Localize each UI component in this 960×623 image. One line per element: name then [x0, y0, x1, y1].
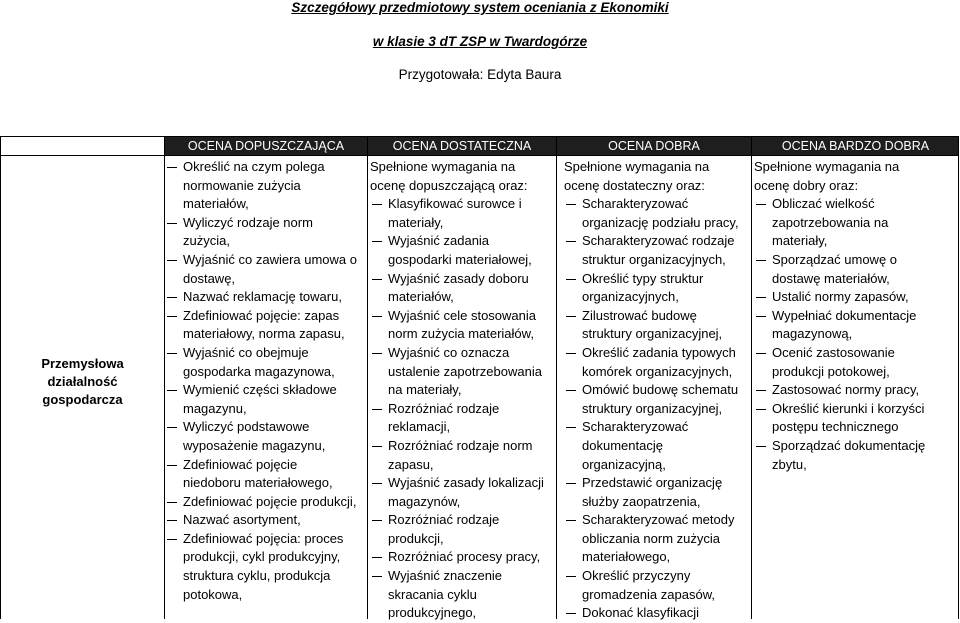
- dash-bullet-icon: [372, 204, 382, 205]
- dash-bullet-icon: [566, 204, 576, 205]
- dash-bullet-icon: [566, 427, 576, 428]
- requirement-line: [754, 232, 957, 251]
- requirement-line: [564, 177, 750, 196]
- requirement-item: [754, 251, 957, 270]
- requirement-line: [564, 363, 750, 382]
- dash-bullet-icon: [167, 390, 177, 391]
- dash-bullet-icon: [167, 539, 177, 540]
- column-header-dobra: OCENA DOBRA: [557, 137, 751, 155]
- requirement-text: norm zużycia materiałów,: [388, 326, 534, 342]
- requirement-item: [754, 400, 957, 419]
- dash-bullet-icon: [756, 409, 766, 410]
- dash-bullet-icon: [756, 297, 766, 298]
- requirement-text: zbytu,: [772, 456, 807, 472]
- requirement-text: Wyjaśnić znaczenie: [388, 568, 503, 584]
- requirement-line: [165, 548, 365, 567]
- dash-bullet-icon: [167, 520, 177, 521]
- dash-bullet-icon: [167, 316, 177, 317]
- requirement-item: [754, 288, 957, 307]
- requirement-line: [370, 363, 554, 382]
- requirement-item: [370, 400, 554, 419]
- column-divider: [556, 137, 557, 619]
- requirement-text: ocenę dopuszczającą oraz:: [370, 177, 528, 193]
- requirement-text: Wypełniać dokumentacje: [772, 307, 917, 323]
- requirement-text: ocenę dobry oraz:: [754, 177, 859, 193]
- requirement-text: Wyjaśnić co zawiera umowa o: [183, 251, 358, 267]
- requirement-item: [564, 195, 750, 214]
- requirement-line: [370, 251, 554, 270]
- dash-bullet-icon: [167, 223, 177, 224]
- requirement-item: [165, 251, 365, 270]
- requirement-text: normowanie zużycia: [183, 177, 301, 193]
- requirement-text: dostawę materiałów,: [772, 270, 890, 286]
- requirement-item: [165, 511, 365, 530]
- requirement-line: [564, 493, 750, 512]
- requirement-text: Spełnione wymagania na: [564, 159, 710, 174]
- requirement-text: Wymienić części składowe: [183, 382, 337, 398]
- requirement-text: produkcji potokowej,: [772, 363, 890, 379]
- requirement-item: [564, 270, 750, 289]
- dash-bullet-icon: [756, 446, 766, 447]
- requirement-text: produkcji,: [388, 530, 444, 546]
- requirement-line: [165, 270, 365, 289]
- requirement-text: magazynową,: [772, 326, 853, 342]
- requirement-text: Określić na czym polega: [183, 159, 325, 174]
- requirement-line: [370, 158, 554, 177]
- dash-bullet-icon: [566, 316, 576, 317]
- dash-bullet-icon: [372, 316, 382, 317]
- dash-bullet-icon: [566, 576, 576, 577]
- requirement-item: [370, 195, 554, 214]
- requirement-text: materiały,: [772, 233, 828, 249]
- dash-bullet-icon: [372, 520, 382, 521]
- requirement-item: [754, 195, 957, 214]
- dash-bullet-icon: [372, 576, 382, 577]
- requirement-text: na materiały,: [388, 382, 462, 398]
- requirement-text: struktury organizacyjnej,: [582, 400, 723, 416]
- requirement-text: struktura cyklu, produkcja: [183, 568, 331, 584]
- requirement-line: [165, 325, 365, 344]
- requirement-line: [370, 456, 554, 475]
- requirement-item: [165, 530, 365, 549]
- cell-dostateczna: [370, 158, 554, 623]
- requirement-text: Wyjaśnić cele stosowania: [388, 307, 537, 323]
- requirement-line: [165, 363, 365, 382]
- requirement-text: Scharakteryzować metody: [582, 512, 735, 528]
- cell-bardzo-dobra: [754, 158, 957, 474]
- dash-bullet-icon: [167, 260, 177, 261]
- requirement-item: [370, 567, 554, 586]
- requirement-text: służby zaopatrzenia,: [582, 493, 701, 509]
- requirement-line: [370, 214, 554, 233]
- row-label-line: działalność: [47, 374, 118, 389]
- requirement-text: Określić typy struktur: [582, 270, 704, 286]
- requirement-line: [754, 158, 957, 177]
- requirement-line: [564, 214, 750, 233]
- requirement-line: [370, 325, 554, 344]
- dash-bullet-icon: [167, 297, 177, 298]
- requirement-text: niedoboru materiałowego,: [183, 475, 333, 491]
- requirement-text: zapasu,: [388, 456, 434, 472]
- column-divider: [367, 137, 368, 619]
- column-header-bardzo-dobra: OCENA BARDZO DOBRA: [752, 137, 959, 155]
- requirement-text: gospodarki materiałowej,: [388, 251, 532, 267]
- requirement-line: [564, 400, 750, 419]
- requirement-text: gromadzenia zapasów,: [582, 586, 715, 602]
- column-header-dostateczna: OCENA DOSTATECZNA: [368, 137, 556, 155]
- requirement-item: [564, 474, 750, 493]
- requirement-text: zapotrzebowania na: [772, 214, 889, 230]
- requirement-text: Rozróżniać procesy pracy,: [388, 549, 541, 565]
- requirement-line: [564, 530, 750, 549]
- requirement-text: Wyliczyć rodzaje norm: [183, 214, 313, 230]
- requirement-text: Nazwać asortyment,: [183, 512, 301, 528]
- requirement-text: Ustalić normy zapasów,: [772, 289, 909, 305]
- requirement-text: struktury organizacyjnej,: [582, 326, 723, 342]
- requirement-text: Wyliczyć podstawowe: [183, 419, 310, 435]
- requirement-text: skracania cyklu: [388, 586, 477, 602]
- requirement-text: Nazwać reklamację towaru,: [183, 289, 342, 305]
- requirement-text: Określić zadania typowych: [582, 344, 736, 360]
- requirement-item: [754, 437, 957, 456]
- requirement-text: Zilustrować budowę: [582, 307, 697, 323]
- requirement-line: [754, 270, 957, 289]
- column-header-dopuszczajaca: OCENA DOPUSZCZAJĄCA: [165, 137, 367, 155]
- requirement-item: [370, 548, 554, 567]
- dash-bullet-icon: [167, 427, 177, 428]
- requirement-text: Dokonać klasyfikacji: [582, 605, 700, 621]
- dash-bullet-icon: [566, 520, 576, 521]
- requirement-line: [370, 381, 554, 400]
- requirement-text: Zastosować normy pracy,: [772, 382, 920, 398]
- requirement-line: [754, 418, 957, 437]
- requirement-line: [754, 177, 957, 196]
- requirement-text: Spełnione wymagania na: [370, 159, 516, 174]
- requirement-text: produkcji, cykl produkcyjny,: [183, 549, 341, 565]
- requirement-item: [165, 456, 365, 475]
- requirement-text: Rozróżniać rodzaje: [388, 400, 500, 416]
- dash-bullet-icon: [566, 613, 576, 614]
- requirement-text: Zdefiniować pojęcie produkcji,: [183, 493, 357, 509]
- requirement-text: Określić kierunki i korzyści: [772, 400, 925, 416]
- requirement-text: Sporządzać umowę o: [772, 251, 898, 267]
- requirement-text: Rozróżniać rodzaje norm: [388, 437, 533, 453]
- requirement-item: [370, 344, 554, 363]
- class-line: w klasie 3 dT ZSP w Twardogórze: [372, 34, 588, 49]
- requirement-line: [754, 456, 957, 475]
- requirement-line: [165, 586, 365, 605]
- requirement-text: materiałowy, norma zapasu,: [183, 326, 345, 342]
- requirement-text: Zdefiniować pojęcie: [183, 456, 298, 472]
- requirement-line: [564, 586, 750, 605]
- column-divider: [751, 137, 752, 619]
- requirement-line: [564, 325, 750, 344]
- requirement-item: [564, 344, 750, 363]
- requirement-line: [564, 437, 750, 456]
- requirement-text: Scharakteryzować rodzaje: [582, 233, 735, 249]
- requirement-line: [165, 474, 365, 493]
- dash-bullet-icon: [756, 260, 766, 261]
- requirement-item: [754, 307, 957, 326]
- dash-bullet-icon: [372, 446, 382, 447]
- dash-bullet-icon: [167, 502, 177, 503]
- requirement-text: organizacyjnych,: [582, 289, 679, 305]
- requirement-text: ocenę dostateczny oraz:: [564, 177, 705, 193]
- requirement-text: potokowa,: [183, 586, 243, 602]
- requirement-line: [165, 437, 365, 456]
- dash-bullet-icon: [372, 353, 382, 354]
- requirement-text: materiałowego,: [582, 549, 671, 565]
- dash-bullet-icon: [167, 353, 177, 354]
- requirement-text: organizację podziału pracy,: [582, 214, 739, 230]
- requirement-text: reklamacji,: [388, 419, 451, 435]
- requirement-item: [370, 474, 554, 493]
- requirement-text: materiałów,: [388, 289, 454, 305]
- requirement-item: [165, 418, 365, 437]
- requirement-text: Ocenić zastosowanie: [772, 344, 895, 360]
- requirement-text: dokumentację: [582, 437, 663, 453]
- requirement-item: [564, 567, 750, 586]
- dash-bullet-icon: [372, 279, 382, 280]
- requirement-text: materiały,: [388, 214, 444, 230]
- requirement-text: materiałów,: [183, 196, 249, 212]
- requirement-line: [754, 325, 957, 344]
- requirement-line: [564, 548, 750, 567]
- requirement-line: [564, 288, 750, 307]
- requirement-text: Wyjaśnić zadania: [388, 233, 490, 249]
- dash-bullet-icon: [756, 316, 766, 317]
- requirement-line: [165, 400, 365, 419]
- dash-bullet-icon: [756, 353, 766, 354]
- requirement-text: Przedstawić organizację: [582, 475, 723, 491]
- requirement-item: [564, 418, 750, 437]
- requirement-item: [754, 344, 957, 363]
- requirement-text: Scharakteryzować: [582, 419, 689, 435]
- requirement-text: Klasyfikować surowce i: [388, 196, 522, 212]
- requirement-item: [564, 511, 750, 530]
- requirement-item: [165, 344, 365, 363]
- requirement-text: dostawę,: [183, 270, 236, 286]
- requirement-text: struktur organizacyjnych,: [582, 251, 726, 267]
- requirement-text: magazynów,: [388, 493, 461, 509]
- dash-bullet-icon: [372, 241, 382, 242]
- requirement-item: [370, 437, 554, 456]
- requirement-item: [564, 604, 750, 623]
- requirement-item: [564, 381, 750, 400]
- document-title: Szczegółowy przedmiotowy system oceniania z Ekonomiki: [291, 0, 669, 15]
- column-divider: [958, 137, 959, 619]
- requirement-item: [564, 307, 750, 326]
- requirement-text: Omówić budowę schematu: [582, 382, 739, 398]
- dash-bullet-icon: [566, 279, 576, 280]
- cell-dobra: [564, 158, 750, 623]
- requirement-item: [165, 381, 365, 400]
- requirement-line: [370, 177, 554, 196]
- requirement-item: [370, 511, 554, 530]
- dash-bullet-icon: [566, 353, 576, 354]
- requirement-line: [370, 604, 554, 623]
- requirement-text: Zdefiniować pojęcia: proces: [183, 530, 344, 546]
- requirement-line: [564, 251, 750, 270]
- requirement-line: [564, 456, 750, 475]
- dash-bullet-icon: [167, 465, 177, 466]
- requirement-text: produkcyjnego,: [388, 605, 477, 621]
- requirement-item: [165, 493, 365, 512]
- dash-bullet-icon: [167, 167, 177, 168]
- dash-bullet-icon: [566, 390, 576, 391]
- requirement-line: [165, 567, 365, 586]
- requirement-text: Zdefiniować pojęcie: zapas: [183, 307, 340, 323]
- requirement-item: [564, 232, 750, 251]
- requirement-text: Obliczać wielkość: [772, 196, 875, 212]
- requirement-item: [370, 270, 554, 289]
- dash-bullet-icon: [756, 390, 766, 391]
- requirement-line: [754, 214, 957, 233]
- dash-bullet-icon: [566, 483, 576, 484]
- requirement-text: Scharakteryzować: [582, 196, 689, 212]
- requirement-item: [370, 232, 554, 251]
- requirement-line: [165, 177, 365, 196]
- requirement-text: Sporządzać dokumentację: [772, 437, 926, 453]
- requirement-text: ustalenie zapotrzebowania: [388, 363, 542, 379]
- dash-bullet-icon: [756, 204, 766, 205]
- requirement-text: Wyjaśnić zasady lokalizacji: [388, 475, 544, 491]
- requirement-text: Spełnione wymagania na: [754, 159, 900, 174]
- requirement-line: [370, 288, 554, 307]
- row-label: [1, 355, 164, 409]
- dash-bullet-icon: [566, 241, 576, 242]
- requirement-line: [165, 232, 365, 251]
- requirement-item: [370, 307, 554, 326]
- requirement-text: postępu technicznego: [772, 419, 899, 435]
- requirement-line: [165, 195, 365, 214]
- requirement-text: Określić przyczyny: [582, 568, 691, 584]
- requirement-text: Wyjaśnić co oznacza: [388, 344, 510, 360]
- cell-dopuszczajaca: [165, 158, 365, 604]
- requirement-item: [165, 307, 365, 326]
- requirement-line: [564, 158, 750, 177]
- header-divider: [1, 155, 959, 156]
- requirement-line: [370, 530, 554, 549]
- requirement-text: magazynu,: [183, 400, 247, 416]
- requirement-text: organizacyjną,: [582, 456, 666, 472]
- requirement-text: komórek organizacyjnych,: [582, 363, 733, 379]
- row-label-line: Przemysłowa: [41, 356, 124, 371]
- requirement-item: [754, 381, 957, 400]
- requirement-text: gospodarka magazynowa,: [183, 363, 335, 379]
- dash-bullet-icon: [372, 483, 382, 484]
- requirement-text: obliczania norm zużycia: [582, 530, 721, 546]
- requirement-item: [165, 214, 365, 233]
- grading-table: [0, 136, 959, 619]
- requirement-text: Wyjaśnić co obejmuje: [183, 344, 309, 360]
- requirement-text: Rozróżniać rodzaje: [388, 512, 500, 528]
- dash-bullet-icon: [372, 557, 382, 558]
- requirement-item: [165, 158, 365, 177]
- requirement-line: [370, 586, 554, 605]
- requirement-text: zużycia,: [183, 233, 230, 249]
- dash-bullet-icon: [372, 409, 382, 410]
- requirement-text: wyposażenie magazynu,: [183, 437, 326, 453]
- row-label-line: gospodarcza: [42, 392, 123, 407]
- requirement-line: [370, 418, 554, 437]
- requirement-line: [370, 493, 554, 512]
- author-line: Przygotowała: Edyta Baura: [398, 67, 562, 82]
- requirement-text: Wyjaśnić zasady doboru: [388, 270, 529, 286]
- requirement-item: [165, 288, 365, 307]
- requirement-line: [754, 363, 957, 382]
